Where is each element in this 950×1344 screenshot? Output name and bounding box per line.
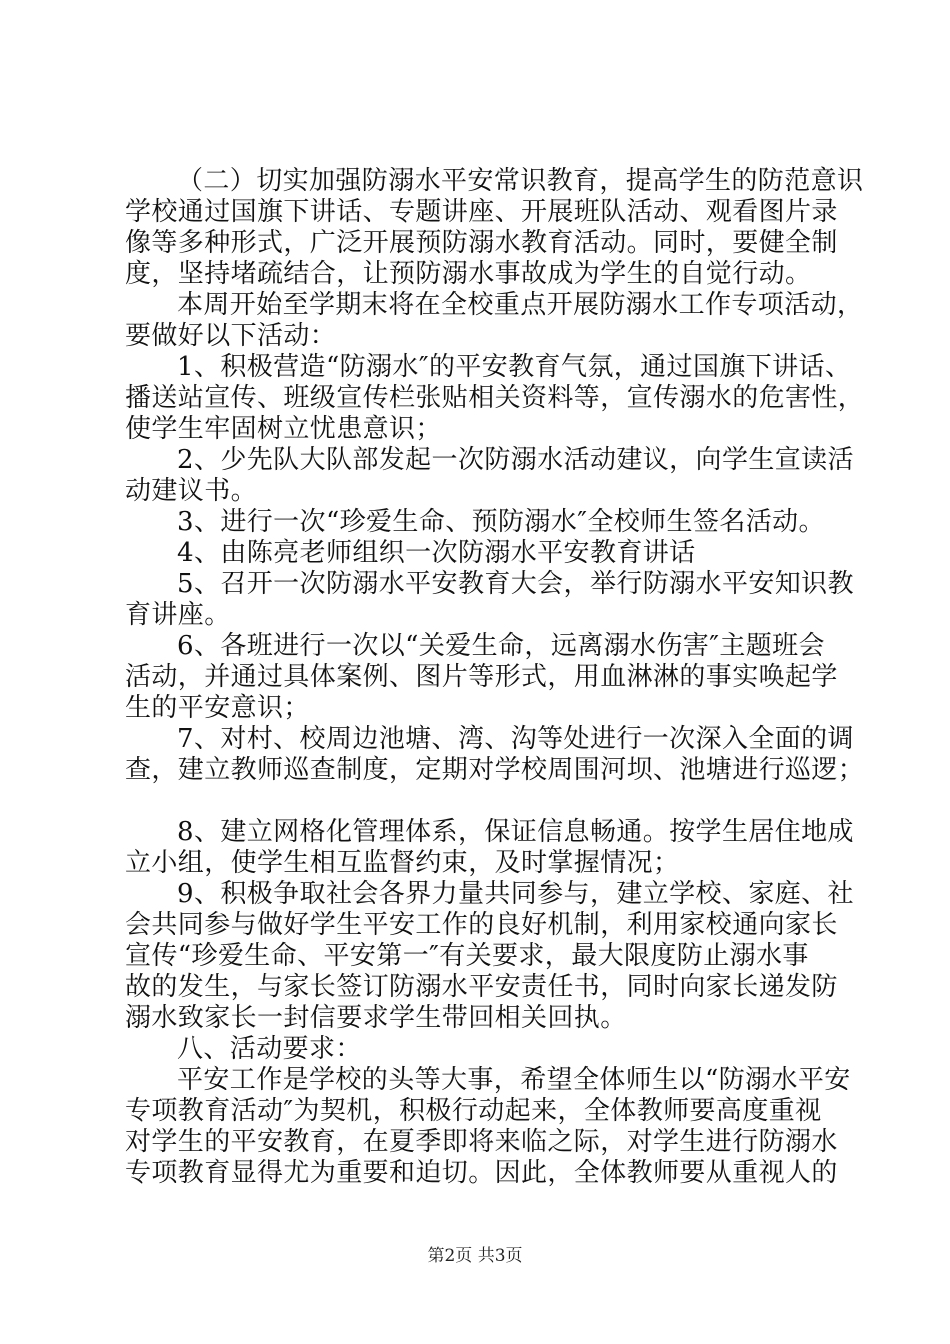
text-line: 本周开始至学期末将在全校重点开展防溺水工作专项活动，: [177, 290, 864, 320]
text-line: 1、积极营造“防溺水″的平安教育气氛，通过国旗下讲话、: [177, 352, 852, 382]
text-line: 8、建立网格化管理体系，保证信息畅通。按学生居住地成: [177, 817, 854, 847]
text-line: 像等多种形式，广泛开展预防溺水教育活动。同时，要健全制: [125, 228, 838, 258]
text-line: 2、少先队大队部发起一次防溺水活动建议，向学生宣读活: [177, 445, 854, 475]
blank-line: [125, 786, 833, 817]
text-line: 故的发生，与家长签订防溺水平安责任书，同时向家长递发防: [125, 972, 838, 1002]
page-number-footer: 第2页 共3页: [427, 1246, 523, 1266]
text-line: （二）切实加强防溺水平安常识教育，提高学生的防范意识: [177, 166, 864, 196]
text-line: 溺水致家长一封信要求学生带回相关回执。: [125, 1003, 627, 1033]
text-line: 宣传“珍爱生命、平安第一″有关要求，最大限度防止溺水事: [125, 941, 809, 971]
text-line: 生的平安意识；: [125, 693, 310, 723]
text-line: 专项教育活动″为契机，积极行动起来，全体教师要高度重视: [125, 1096, 822, 1126]
text-line: 9、积极争取社会各界力量共同参与，建立学校、家庭、社: [177, 879, 854, 909]
text-line: 4、由陈亮老师组织一次防溺水平安教育讲话: [177, 538, 696, 568]
text-line: 专项教育显得尤为重要和迫切。因此，全体教师要从重视人的: [125, 1158, 838, 1188]
text-line: 使学生牢固树立忧患意识；: [125, 414, 442, 444]
text-line: 查，建立教师巡查制度，定期对学校周围河坝、池塘进行巡逻；: [125, 755, 865, 785]
text-line: 动建议书。: [125, 476, 258, 506]
document-body: [125, 166, 865, 1189]
text-line: 活动，并通过具体案例、图片等形式，用血淋淋的事实唤起学: [125, 662, 838, 692]
text-line: 会共同参与做好学生平安工作的良好机制，利用家校通向家长: [125, 910, 838, 940]
text-line: 对学生的平安教育，在夏季即将来临之际，对学生进行防溺水: [125, 1127, 838, 1157]
text-line: 立小组，使学生相互监督约束，及时掌握情况；: [125, 848, 680, 878]
text-line: 度，坚持堵疏结合，让预防溺水事故成为学生的自觉行动。: [125, 259, 812, 289]
text-line: 3、进行一次“珍爱生命、预防溺水″全校师生签名活动。: [177, 507, 825, 537]
text-line: 学校通过国旗下讲话、专题讲座、开展班队活动、观看图片录: [125, 197, 838, 227]
text-line: 育讲座。: [125, 600, 231, 630]
text-line: 6、各班进行一次以“关爱生命，远离溺水伤害″主题班会: [177, 631, 825, 661]
section-heading: 八、活动要求：: [177, 1034, 362, 1064]
text-line: 播送站宣传、班级宣传栏张贴相关资料等，宣传溺水的危害性，: [125, 383, 865, 413]
text-line: 要做好以下活动：: [125, 321, 337, 351]
text-line: 平安工作是学校的头等大事，希望全体师生以“防溺水平安: [177, 1065, 851, 1095]
text-line: 5、召开一次防溺水平安教育大会，举行防溺水平安知识教: [177, 569, 854, 599]
text-line: 7、对村、校周边池塘、湾、沟等处进行一次深入全面的调: [177, 724, 854, 754]
